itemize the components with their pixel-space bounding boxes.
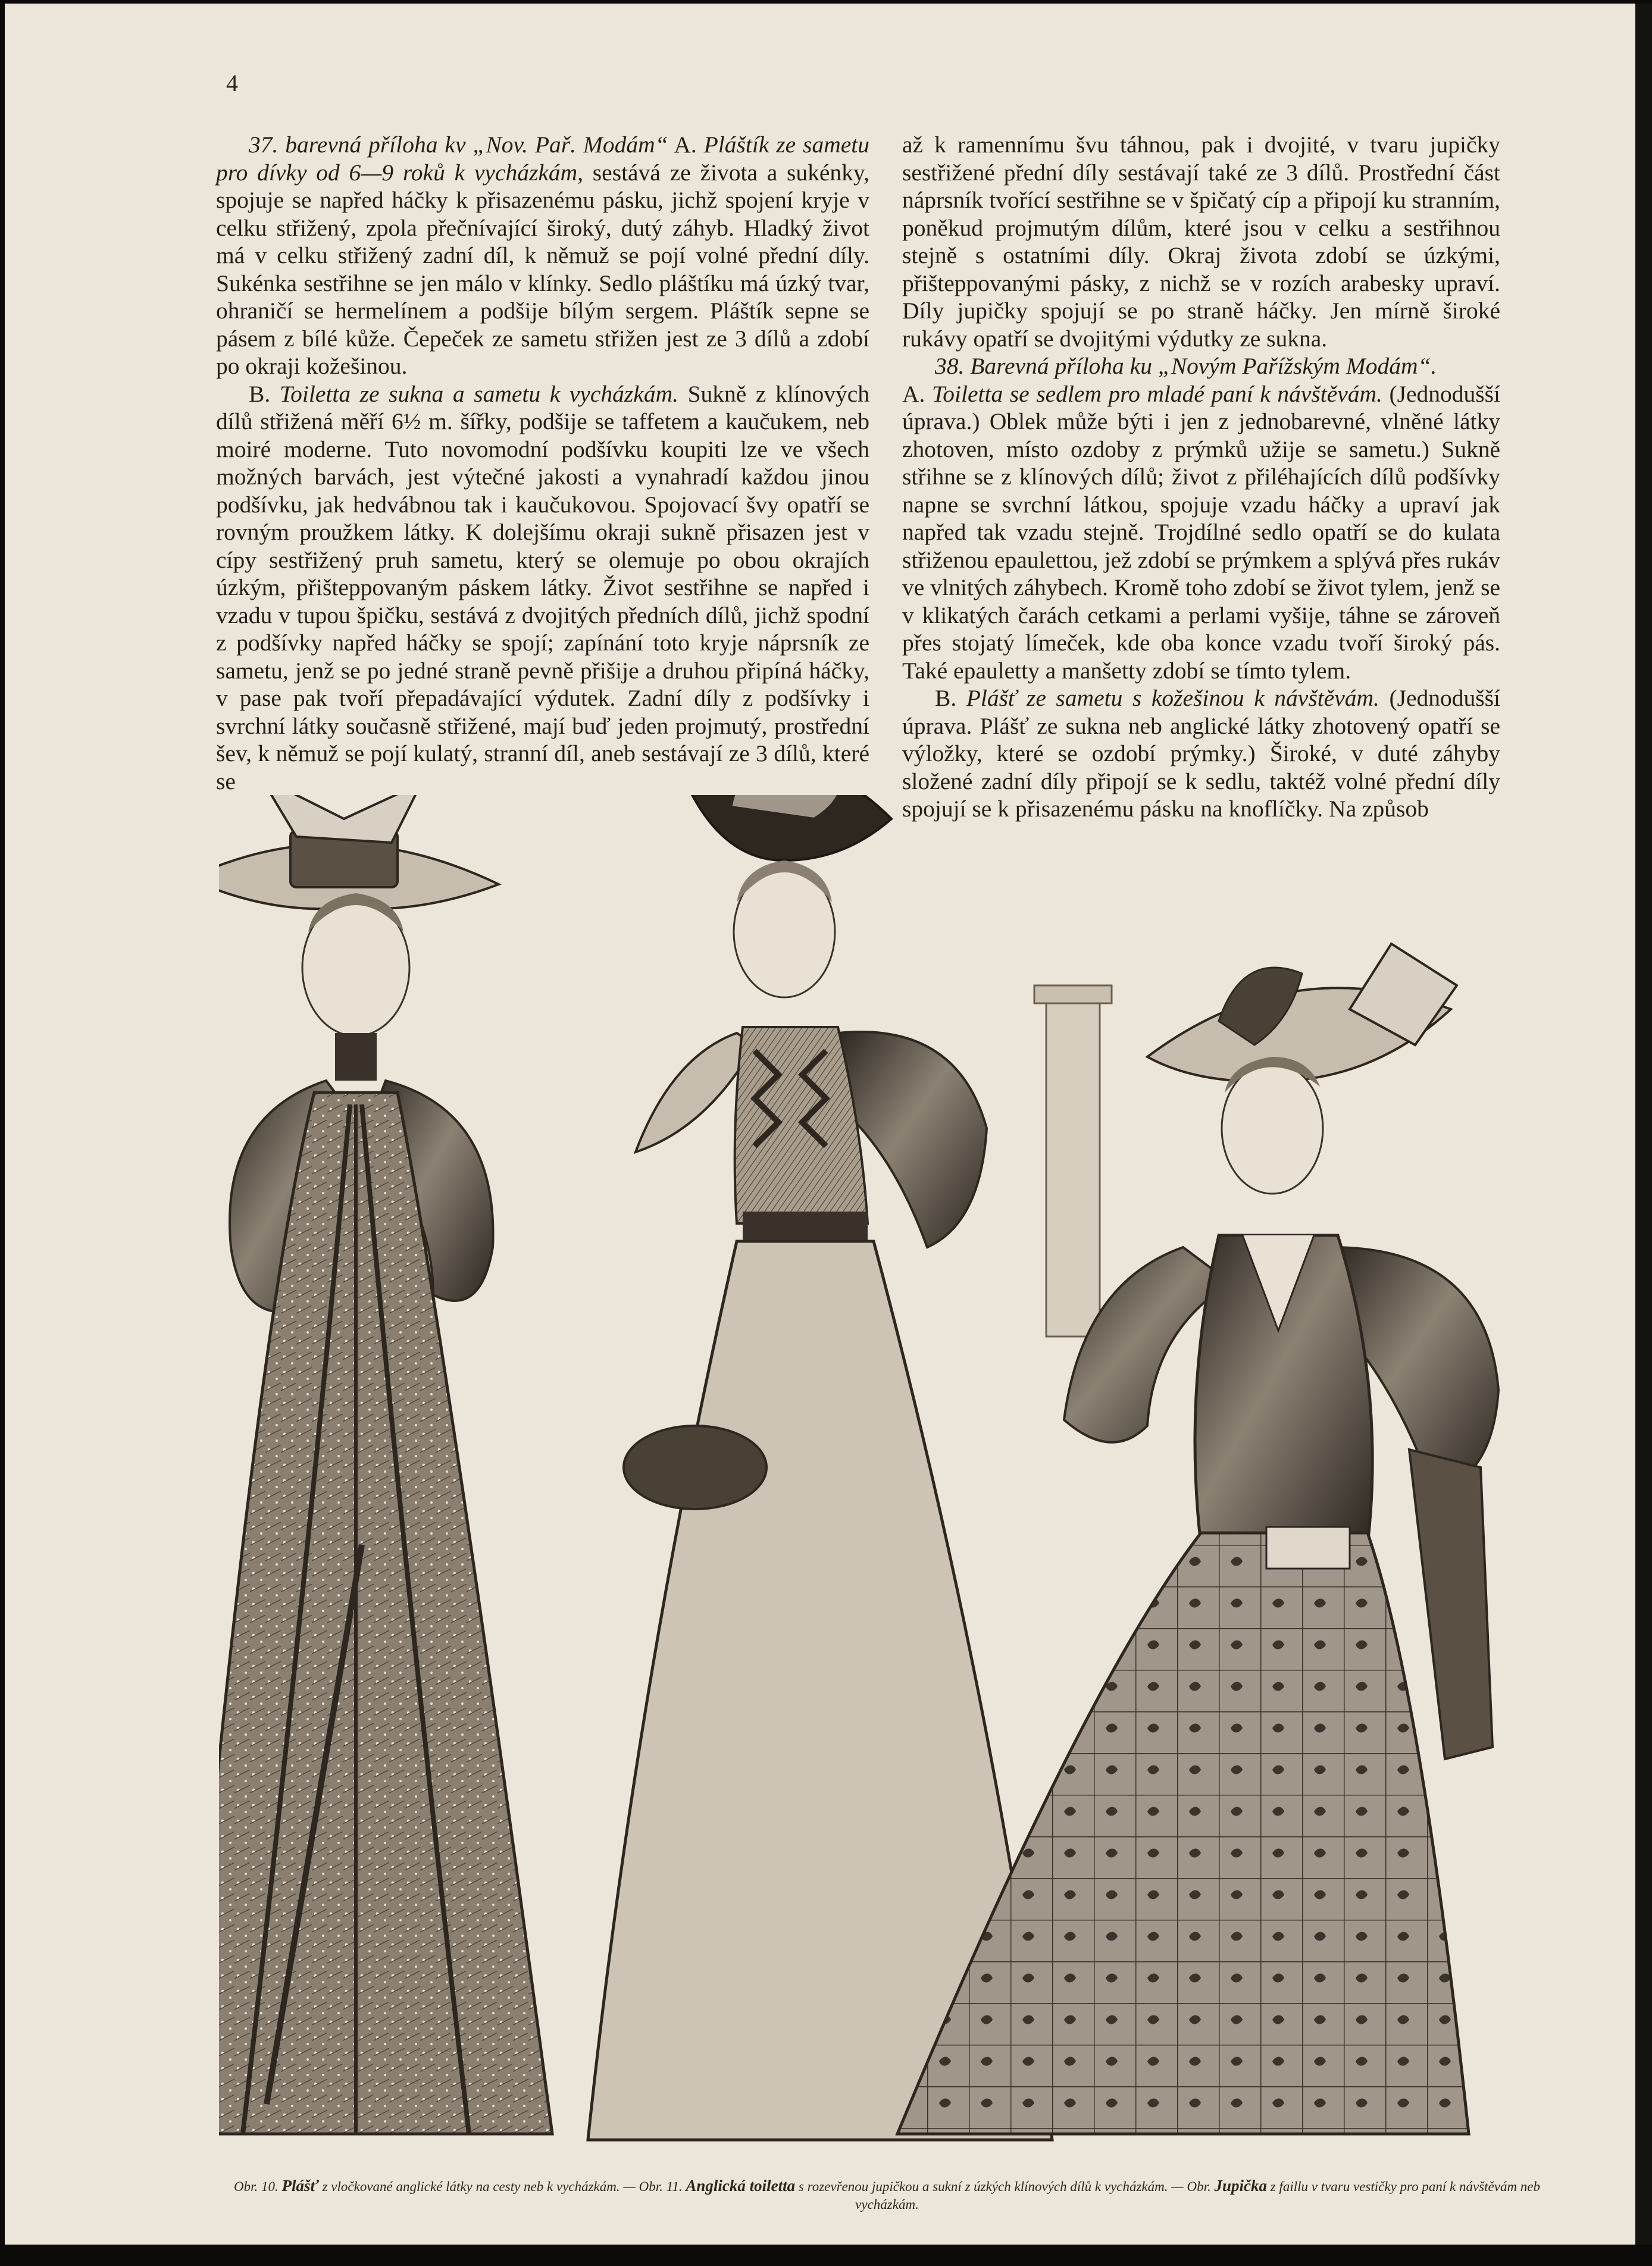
- text-column-left: [216, 131, 869, 795]
- pillar-shape: [1046, 1003, 1100, 1337]
- section-heading-37: 37. barevná příloha kv „Nov. Pař. Modám“: [249, 132, 668, 158]
- caption-name-11: Anglická toiletta: [686, 2177, 796, 2195]
- caption-text-12: z faillu v tvaru vestičky pro paní k návštěvám neb vycházkám.: [855, 2179, 1541, 2212]
- figure-seated-lady: [897, 944, 1498, 2134]
- page-number: 4: [226, 70, 238, 96]
- item-letter: A.: [902, 380, 932, 407]
- paragraph-37-b: [216, 380, 869, 796]
- item-title: Pláštík ze sametu pro dívky od 6—9 roků k vycházkám,: [216, 132, 869, 186]
- caption-label-11: Obr. 11.: [639, 2179, 683, 2194]
- page-sheet: [5, 4, 1635, 2245]
- chair-shape: [1409, 1450, 1493, 1759]
- item-letter: B.: [935, 685, 966, 711]
- caption-text-10: z vločkované anglické látky na cesty neb k vycházkám. —: [318, 2179, 639, 2194]
- item-letter: B.: [249, 380, 280, 407]
- caption-label-10: Obr. 10.: [233, 2179, 279, 2194]
- item-body: (Jednodušší úprava. Plášť ze sukna neb anglické látky zhotovený opatří se výložky, které se ozdobí prýmky.) Široké, v duté záhyby složené zadní díly připojí se k sedlu, taktéž volné přední díly spojují se k přisazenému pásku na knoflíčky. Na způsob: [902, 685, 1500, 822]
- caption-text-11: s rozevřenou jupičkou a sukní z úzkých klínových dílů k vycházkám. —: [795, 2179, 1187, 2194]
- item-body: (Jednodušší úprava.) Oblek může býti i jen z jednobarevné, vlněné látky zhotoven, místo ozdoby z prýmků užije se sametu.) Sukně střihne se z klínových dílů; život z přiléhajících dílů podšívky napne se svrchní látkou, spojuje vzadu háčky a upraví jak napřed tak vzadu stejně. Trojdílné sedlo opatří se do kulata střiženou epaulettou, jež zdobí se prýmkem a splývá přes rukáv ve vlnitých záhybech. Kromě toho zdobí se život tylem, jenž se v klikatých čarách cetkami a perlami vyšije, táhne se zároveň přes stojatý límeček, kde oba konce vzadu tvoří široký pás. Také epauletty a manšetty zdobí se tímto tylem.: [902, 380, 1500, 684]
- figure-left-lady: [219, 795, 552, 2134]
- paragraph-continuation: až k ramennímu švu táhnou, pak i dvojité, v tvaru jupičky sestřižené přední díly sestávají také ze 3 dílů. Prostřední část náprsník tvořící sestřihne se v špičatý cíp a připojí ku stranním, poněkud projmutým dílům, které jsou v celku a sestřihnou stejně s ostatními díly. Okraj života zdobí se úzkými, přišteppovanými pásky, z nichž se v rozích arabesky upraví. Díly jupičky spojují se po straně háčky. Jen mírně široké rukávy opatří se dvojitými výdutky ze sukna.: [902, 132, 1500, 352]
- item-letter: A.: [668, 132, 704, 158]
- item-title: Toiletta se sedlem pro mladé paní k návštěvám.: [931, 380, 1382, 407]
- handkerchief-shape: [1266, 1527, 1350, 1569]
- item-title: Toiletta ze sukna a sametu k vycházkám.: [279, 380, 678, 407]
- text-column-right: [902, 131, 1500, 823]
- item-body: Sukně z klínových dílů střižená měří 6½ m. šířky, podšije se taffetem a kaučukem, neb moiré moderne. Tuto novomodní podšívku koupiti lze ve všech možných barvách, jest výtečné jakosti a vynahradí každou jinou podšívku, jak hedvábnou tak i kaučukovou. Spojovací švy opatří se rovným proužkem látky. K dolejšímu okraji sukně přisazen jest v cípy sestřižený pruh sametu, který se olemuje po obou okrajích úzkým, přišteppovaným páskem látky. Život sestřihne se napřed i vzadu v tupou špičku, sestává z dvojitých předních dílů, jichž spodní z podšívky napřed háčky se spojí; zapínání toto kryje náprsník ze sametu, jenž se po jedné straně pevně přišije a druhou připíná háčky, v pase pak tvoří přepadávající výdutek. Zadní díly z podšívky i svrchní látky současně střižené, mají buď jeden projmutý, prostřední šev, k němuž se pojí kulatý, stranní díl, aneb sestávají ze 3 dílů, které se: [216, 380, 869, 794]
- fashion-engraving-illustration: [219, 795, 1546, 2170]
- paragraph-38: [902, 352, 1500, 380]
- figure-caption: [231, 2177, 1543, 2214]
- caption-name-10: Plášť: [281, 2177, 319, 2195]
- item-title: Plášť ze sametu s kožešinou k návštěvám.: [966, 685, 1379, 711]
- paragraph-37: [216, 131, 869, 380]
- caption-label-12: Obr.: [1187, 2179, 1211, 2194]
- section-heading-38: 38. Barevná příloha ku „Novým Pařížským Modám“.: [935, 353, 1437, 379]
- page-edge-shadow: [1635, 4, 1652, 2245]
- caption-name-12: Jupička: [1214, 2177, 1267, 2195]
- item-body: sestává ze života a sukénky, spojuje se napřed háčky k přisazenému pásku, jichž spojení kryje v celku střižený, zpola přečnívající široký, dutý záhyb. Hladký život má v celku střižený zadní díl, k němuž se pojí volné přední díly. Sukénka sestřihne se jen málo v klínky. Sedlo pláštíku má úzký tvar, ohraničí se hermelínem a podšije bílým sergem. Pláštík sepne se pásem z bílé kůže. Čepeček ze sametu střižen jest ze 3 dílů a zdobí po okraji kožešinou.: [216, 159, 869, 379]
- paragraph-38-a: [902, 380, 1500, 685]
